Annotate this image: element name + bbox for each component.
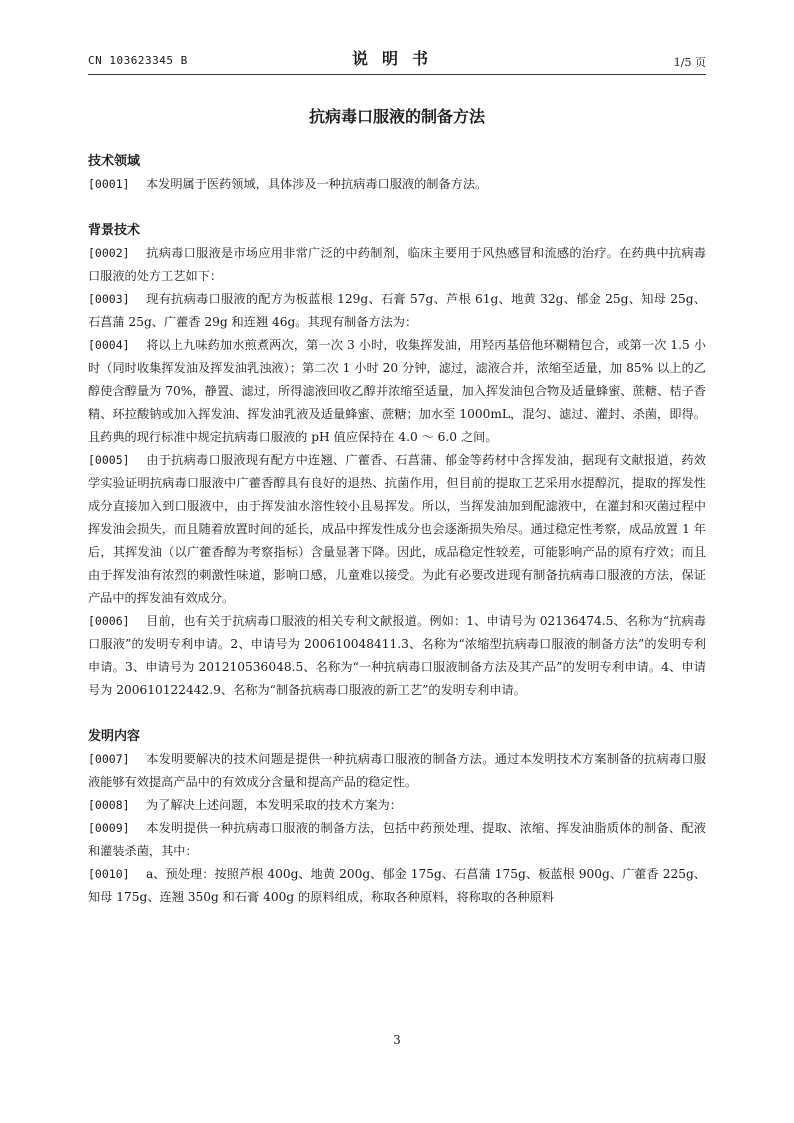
section-heading: 背景技术 <box>88 223 141 238</box>
paragraph-text: a、预处理：按照芦根 400g、地黄 200g、郁金 175g、石菖蒲 175g、板蓝根 900g、广藿香 225g、知母 175g、连翘 350g 和石膏 400g 的原料组成，称取各种原料，将称取的各种原料 <box>88 867 706 904</box>
page-number: 3 <box>393 1033 401 1047</box>
section-invention-content <box>88 725 706 909</box>
paragraph-number: [0004] <box>88 338 130 352</box>
document-title: 抗病毒口服液的制备方法 <box>308 107 485 126</box>
paragraph <box>88 334 706 449</box>
paragraph <box>88 863 706 909</box>
paragraph <box>88 242 706 288</box>
paragraph-text: 本发明属于医药领域，具体涉及一种抗病毒口服液的制备方法。 <box>146 177 488 191</box>
paragraph <box>88 817 706 863</box>
paragraph-number: [0001] <box>88 177 130 191</box>
section-background <box>88 219 706 702</box>
page-indicator: 1/5 页 <box>673 56 706 69</box>
section-technical-field <box>88 150 706 196</box>
paragraph <box>88 173 706 196</box>
paragraph-number: [0005] <box>88 453 130 467</box>
document-body <box>88 150 706 909</box>
paragraph-number: [0008] <box>88 798 130 812</box>
document-type: 说明书 <box>351 49 442 68</box>
paragraph-text: 现有抗病毒口服液的配方为板蓝根 129g、石膏 57g、芦根 61g、地黄 32g、郁金 25g、知母 25g、石菖蒲 25g、广藿香 29g 和连翘 46g。其现有制备方法为： <box>88 292 706 329</box>
paragraph <box>88 288 706 334</box>
paragraph-number: [0007] <box>88 752 130 766</box>
paragraph-number: [0002] <box>88 246 130 260</box>
paragraph-number: [0003] <box>88 292 130 306</box>
page-header <box>88 46 706 75</box>
paragraph-number: [0009] <box>88 821 130 835</box>
section-heading: 技术领域 <box>88 154 141 169</box>
paragraph-number: [0010] <box>88 867 130 881</box>
paragraph-text: 目前，也有关于抗病毒口服液的相关专利文献报道。例如：1、申请号为 02136474.5、名称为“抗病毒口服液”的发明专利申请。2、申请号为 200610048411.3、名称为“浓缩型抗病毒口服液的制备方法”的发明专利申请。3、申请号为 201210536048.5、名称为“一种抗病毒口服液制备方法及其产品”的发明专利申请。4、申请号为 200610122442.9、名称为“制备抗病毒口服液的新工艺”的发明专利申请。 <box>88 614 706 697</box>
section-heading: 发明内容 <box>88 729 141 744</box>
paragraph-text: 本发明要解决的技术问题是提供一种抗病毒口服液的制备方法。通过本发明技术方案制备的抗病毒口服液能够有效提高产品中的有效成分含量和提高产品的稳定性。 <box>88 752 706 789</box>
paragraph-text: 本发明提供一种抗病毒口服液的制备方法，包括中药预处理、提取、浓缩、挥发油脂质体的制备、配液和灌装杀菌，其中： <box>88 821 706 858</box>
paragraph <box>88 794 706 817</box>
paragraph <box>88 610 706 702</box>
paragraph-text: 为了解决上述问题，本发明采取的技术方案为： <box>146 798 402 812</box>
paragraph-text: 由于抗病毒口服液现有配方中连翘、广藿香、石菖蒲、郁金等药材中含挥发油，据现有文献报道，药效学实验证明抗病毒口服液中广藿香醇具有良好的退热、抗菌作用，但目前的提取工艺采用水提醇沉，提取的挥发性成分直接加入到口服液中，由于挥发油水溶性较小且易挥发。所以，当挥发油加到配滤液中，在灌封和灭菌过程中挥发油会损失，而且随着放置时间的延长，成品中挥发性成分也会逐渐损失殆尽。通过稳定性考察，成品放置 1 年后，其挥发油（以广藿香醇为考察指标）含量显著下降。因此，成品稳定性较差，可能影响产品的原有疗效；而且由于挥发油有浓烈的刺激性味道，影响口感，儿童难以接受。为此有必要改进现有制备抗病毒口服液的方法，保证产品中的挥发油有效成分。 <box>88 453 706 605</box>
paragraph-text: 将以上九味药加水煎煮两次，第一次 3 小时，收集挥发油，用羟丙基倍他环糊精包合，或第一次 1.5 小时（同时收集挥发油及挥发油乳浊液）；第二次 1 小时 20 分钟，滤过，滤液合并，浓缩至适量，加 85% 以上的乙醇使含醇量为 70%，静置、滤过，所得滤液回收乙醇并浓缩至适量，加入挥发油包合物及适量蜂蜜、蔗糖、桔子香精、环拉酸钠或加入挥发油、挥发油乳液及适量蜂蜜、蔗糖；加水至 1000mL，混匀、滤过、灌封、杀菌，即得。且药典的现行标准中规定抗病毒口服液的 pH 值应保持在 4.0 ～ 6.0 之间。 <box>88 338 706 444</box>
paragraph <box>88 449 706 610</box>
paragraph-number: [0006] <box>88 614 130 628</box>
paragraph-text: 抗病毒口服液是市场应用非常广泛的中药制剂，临床主要用于风热感冒和流感的治疗。在药典中抗病毒口服液的处方工艺如下： <box>88 246 706 283</box>
patent-number: CN 103623345 B <box>88 54 188 67</box>
paragraph <box>88 748 706 794</box>
